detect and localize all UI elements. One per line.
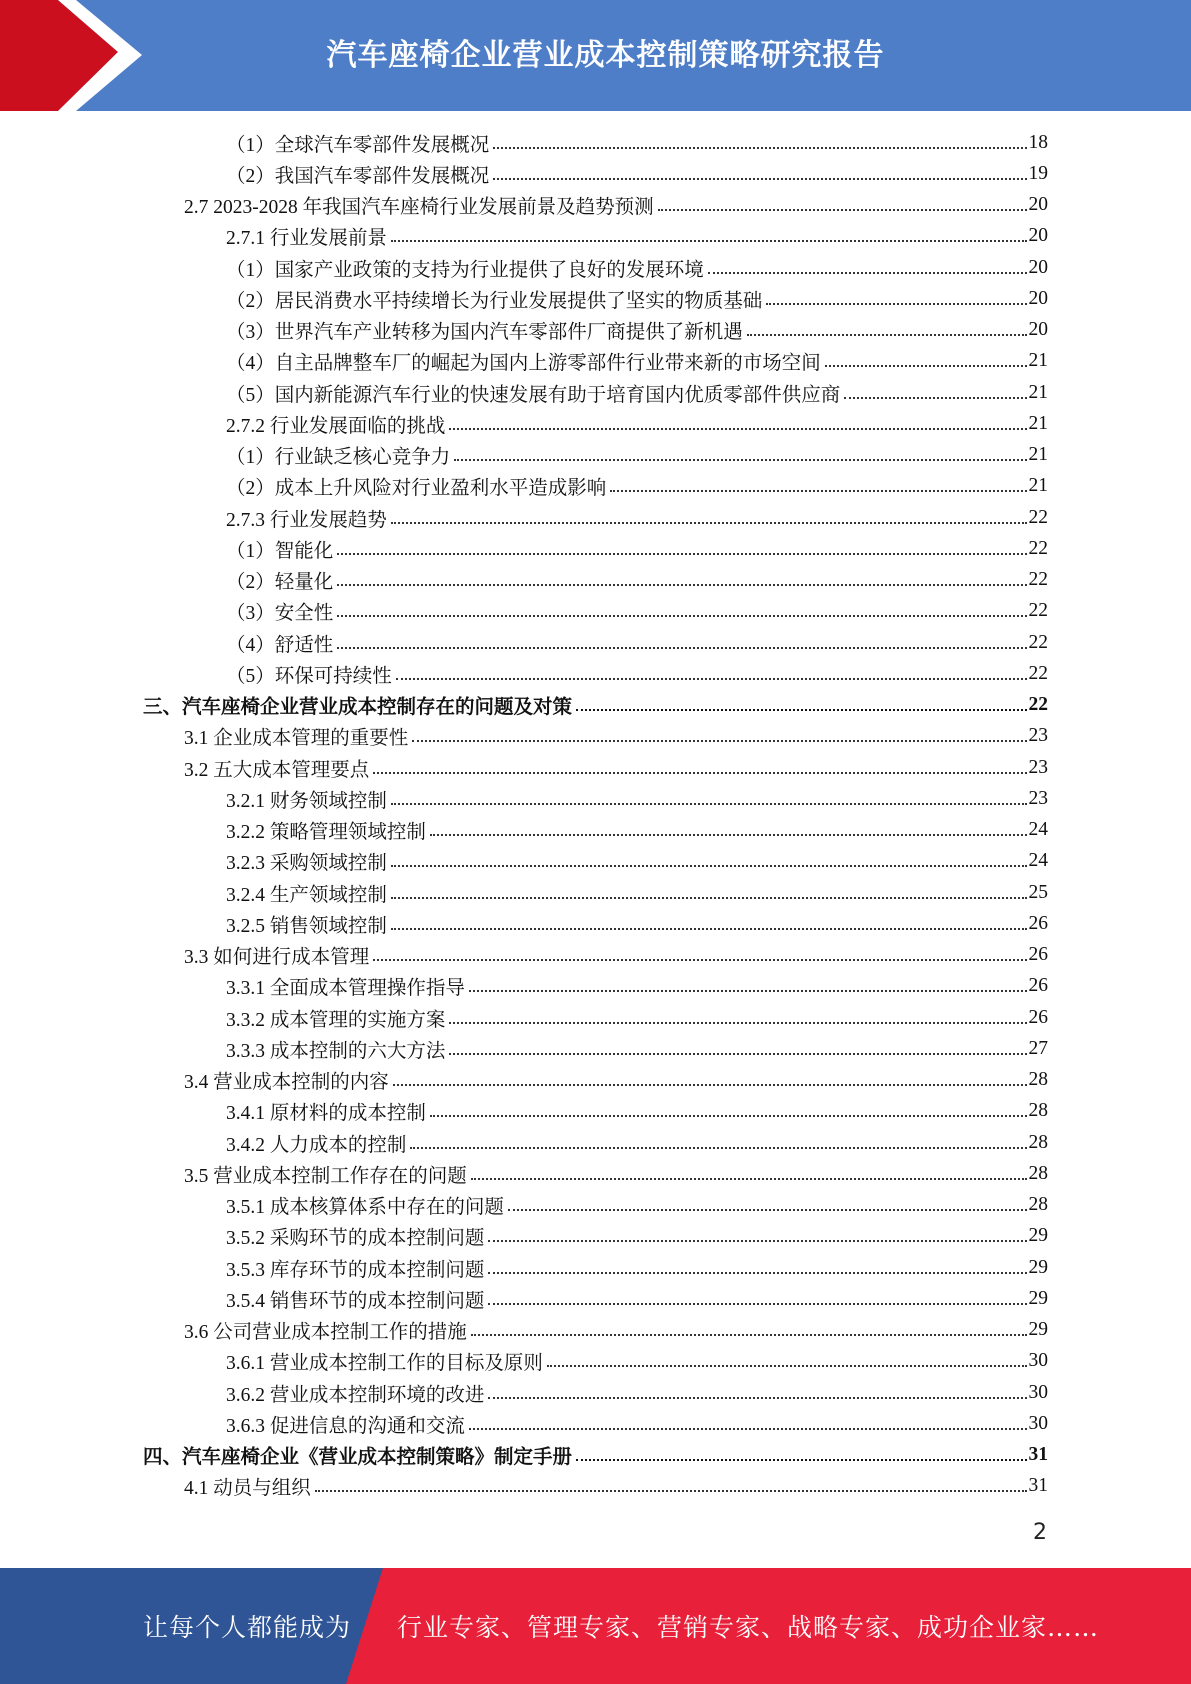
toc-entry-title: （3）世界汽车产业转移为国内汽车零部件厂商提供了新机遇 xyxy=(226,316,747,344)
toc-leader-dots xyxy=(471,1334,1027,1336)
toc-entry-title: 2.7.3 行业发展趋势 xyxy=(226,504,391,532)
toc-entry-page: 24 xyxy=(1028,819,1048,841)
toc-entry-title: 3.1 企业成本管理的重要性 xyxy=(184,722,412,750)
toc-entry-title: （2）成本上升风险对行业盈利水平造成影响 xyxy=(226,472,610,500)
toc-entry[interactable] xyxy=(0,1440,1191,1471)
toc-entry-title: 3.2.1 财务领域控制 xyxy=(226,785,391,813)
toc-entry-title: 3.5.2 采购环节的成本控制问题 xyxy=(226,1222,488,1250)
toc-entry-page: 29 xyxy=(1028,1256,1048,1278)
toc-entry[interactable] xyxy=(0,471,1191,502)
toc-entry-page: 23 xyxy=(1028,756,1048,778)
toc-leader-dots xyxy=(610,490,1026,492)
toc-entry-title: 四、汽车座椅企业《营业成本控制策略》制定手册 xyxy=(143,1441,576,1469)
table-of-contents xyxy=(0,127,1191,1502)
toc-leader-dots xyxy=(747,334,1027,336)
toc-entry-title: （1）国家产业政策的支持为行业提供了良好的发展环境 xyxy=(226,254,708,282)
toc-leader-dots xyxy=(576,709,1026,711)
page-number: 2 xyxy=(1033,1520,1047,1545)
toc-entry-page: 28 xyxy=(1028,1194,1048,1216)
toc-leader-dots xyxy=(373,959,1026,961)
toc-entry-page: 21 xyxy=(1028,412,1048,434)
toc-leader-dots xyxy=(708,272,1027,274)
toc-entry-title: 4.1 动员与组织 xyxy=(184,1472,315,1500)
page-header xyxy=(0,0,1191,111)
toc-entry-page: 20 xyxy=(1028,287,1048,309)
toc-leader-dots xyxy=(471,1178,1027,1180)
toc-entry-page: 20 xyxy=(1028,319,1048,341)
toc-entry-title: 3.5.3 库存环节的成本控制问题 xyxy=(226,1254,488,1282)
toc-entry-title: 2.7.2 行业发展面临的挑战 xyxy=(226,410,449,438)
toc-entry-title: 3.3 如何进行成本管理 xyxy=(184,941,373,969)
toc-entry-page: 25 xyxy=(1028,881,1048,903)
toc-entry-title: （1）智能化 xyxy=(226,535,337,563)
toc-entry-page: 21 xyxy=(1028,475,1048,497)
toc-entry[interactable] xyxy=(0,283,1191,314)
toc-leader-dots xyxy=(508,1209,1027,1211)
toc-entry[interactable] xyxy=(0,596,1191,627)
page-footer xyxy=(0,1568,1191,1684)
toc-entry[interactable] xyxy=(0,252,1191,283)
toc-leader-dots xyxy=(488,1397,1026,1399)
toc-entry-title: （5）国内新能源汽车行业的快速发展有助于培育国内优质零部件供应商 xyxy=(226,379,844,407)
toc-leader-dots xyxy=(337,647,1026,649)
toc-entry[interactable] xyxy=(0,1408,1191,1439)
toc-entry-title: 3.3.2 成本管理的实施方案 xyxy=(226,1004,449,1032)
toc-entry[interactable] xyxy=(0,658,1191,689)
toc-entry[interactable] xyxy=(0,1283,1191,1314)
toc-entry[interactable] xyxy=(0,127,1191,158)
toc-entry-page: 28 xyxy=(1028,1131,1048,1153)
toc-entry[interactable] xyxy=(0,533,1191,564)
toc-entry[interactable] xyxy=(0,1346,1191,1377)
toc-entry-title: 3.4 营业成本控制的内容 xyxy=(184,1066,393,1094)
toc-entry-title: （2）我国汽车零部件发展概况 xyxy=(226,160,493,188)
toc-entry-title: 3.2.2 策略管理领域控制 xyxy=(226,816,430,844)
toc-entry-page: 21 xyxy=(1028,444,1048,466)
toc-leader-dots xyxy=(391,897,1027,899)
toc-entry-page: 26 xyxy=(1028,912,1048,934)
toc-entry-page: 20 xyxy=(1028,256,1048,278)
toc-entry-title: 3.2.4 生产领域控制 xyxy=(226,879,391,907)
toc-entry[interactable] xyxy=(0,158,1191,189)
toc-entry[interactable] xyxy=(0,752,1191,783)
toc-entry[interactable] xyxy=(0,1096,1191,1127)
toc-leader-dots xyxy=(430,1115,1027,1117)
toc-entry[interactable] xyxy=(0,565,1191,596)
footer-slogan-left: 让每个人都能成为 xyxy=(143,1613,352,1642)
toc-entry-title: 三、汽车座椅企业营业成本控制存在的问题及对策 xyxy=(143,691,576,719)
toc-entry[interactable] xyxy=(0,1315,1191,1346)
toc-leader-dots xyxy=(391,240,1027,242)
toc-entry-page: 22 xyxy=(1028,537,1048,559)
toc-leader-dots xyxy=(766,303,1026,305)
toc-entry[interactable] xyxy=(0,346,1191,377)
toc-entry-title: （5）环保可持续性 xyxy=(226,660,396,688)
toc-entry-title: 3.2 五大成本管理要点 xyxy=(184,754,373,782)
toc-leader-dots xyxy=(449,1022,1026,1024)
toc-entry-title: 3.5.4 销售环节的成本控制问题 xyxy=(226,1285,488,1313)
toc-entry-page: 29 xyxy=(1028,1287,1048,1309)
toc-entry-title: 3.6.2 营业成本控制环境的改进 xyxy=(226,1379,488,1407)
toc-entry[interactable] xyxy=(0,940,1191,971)
toc-leader-dots xyxy=(391,865,1027,867)
toc-leader-dots xyxy=(315,1490,1027,1492)
toc-entry[interactable] xyxy=(0,1127,1191,1158)
toc-entry[interactable] xyxy=(0,783,1191,814)
toc-leader-dots xyxy=(454,459,1026,461)
toc-leader-dots xyxy=(844,397,1026,399)
toc-entry-title: 3.4.2 人力成本的控制 xyxy=(226,1129,410,1157)
toc-leader-dots xyxy=(391,803,1027,805)
toc-entry-title: （4）自主品牌整车厂的崛起为国内上游零部件行业带来新的市场空间 xyxy=(226,347,825,375)
toc-entry-page: 20 xyxy=(1028,225,1048,247)
toc-leader-dots xyxy=(410,1147,1026,1149)
toc-entry-page: 22 xyxy=(1028,506,1048,528)
toc-entry-page: 31 xyxy=(1028,1444,1048,1466)
toc-entry-title: 3.2.3 采购领域控制 xyxy=(226,847,391,875)
toc-entry-title: 3.2.5 销售领域控制 xyxy=(226,910,391,938)
toc-entry-title: （4）舒适性 xyxy=(226,629,337,657)
toc-entry[interactable] xyxy=(0,1158,1191,1189)
toc-entry-page: 22 xyxy=(1028,662,1048,684)
toc-leader-dots xyxy=(337,553,1026,555)
toc-entry-page: 29 xyxy=(1028,1319,1048,1341)
footer-slogan-right: 行业专家、管理专家、营销专家、战略专家、成功企业家…… xyxy=(397,1613,1100,1642)
toc-entry[interactable] xyxy=(0,190,1191,221)
toc-entry-page: 26 xyxy=(1028,944,1048,966)
toc-leader-dots xyxy=(469,1428,1027,1430)
toc-leader-dots xyxy=(493,147,1026,149)
report-title: 汽车座椅企业营业成本控制策略研究报告 xyxy=(326,37,885,73)
toc-entry-page: 28 xyxy=(1028,1100,1048,1122)
toc-entry-page: 22 xyxy=(1028,569,1048,591)
toc-entry-page: 22 xyxy=(1028,600,1048,622)
toc-leader-dots xyxy=(337,615,1026,617)
toc-entry[interactable] xyxy=(0,815,1191,846)
toc-entry-page: 22 xyxy=(1028,694,1048,716)
toc-entry-page: 30 xyxy=(1028,1350,1048,1372)
toc-leader-dots xyxy=(547,1365,1027,1367)
toc-entry[interactable] xyxy=(0,502,1191,533)
toc-entry-title: 3.4.1 原材料的成本控制 xyxy=(226,1097,430,1125)
toc-entry[interactable] xyxy=(0,440,1191,471)
toc-leader-dots xyxy=(449,428,1026,430)
toc-leader-dots xyxy=(391,522,1027,524)
toc-entry-page: 27 xyxy=(1028,1037,1048,1059)
toc-entry-page: 29 xyxy=(1028,1225,1048,1247)
toc-entry-page: 18 xyxy=(1028,131,1048,153)
toc-entry[interactable] xyxy=(0,877,1191,908)
toc-entry[interactable] xyxy=(0,1190,1191,1221)
toc-entry-title: （2）轻量化 xyxy=(226,566,337,594)
toc-entry-page: 19 xyxy=(1028,162,1048,184)
toc-entry-page: 24 xyxy=(1028,850,1048,872)
toc-leader-dots xyxy=(488,1272,1026,1274)
toc-entry-page: 26 xyxy=(1028,1006,1048,1028)
toc-entry-page: 30 xyxy=(1028,1412,1048,1434)
toc-entry-page: 30 xyxy=(1028,1381,1048,1403)
toc-leader-dots xyxy=(576,1459,1026,1461)
toc-entry[interactable] xyxy=(0,1252,1191,1283)
toc-leader-dots xyxy=(825,365,1027,367)
toc-leader-dots xyxy=(658,209,1027,211)
toc-entry[interactable] xyxy=(0,1033,1191,1064)
toc-leader-dots xyxy=(469,990,1027,992)
toc-entry[interactable] xyxy=(0,1065,1191,1096)
toc-entry[interactable] xyxy=(0,1002,1191,1033)
toc-entry[interactable] xyxy=(0,315,1191,346)
toc-entry-title: （2）居民消费水平持续增长为行业发展提供了坚实的物质基础 xyxy=(226,285,766,313)
toc-entry-title: 2.7.1 行业发展前景 xyxy=(226,222,391,250)
toc-entry-page: 20 xyxy=(1028,194,1048,216)
toc-entry[interactable] xyxy=(0,846,1191,877)
toc-leader-dots xyxy=(449,1053,1026,1055)
toc-entry-page: 22 xyxy=(1028,631,1048,653)
toc-entry-title: 3.6 公司营业成本控制工作的措施 xyxy=(184,1316,471,1344)
toc-entry-title: 3.3.1 全面成本管理操作指导 xyxy=(226,972,469,1000)
toc-leader-dots xyxy=(493,178,1026,180)
toc-entry-title: 3.5.1 成本核算体系中存在的问题 xyxy=(226,1191,508,1219)
toc-entry[interactable] xyxy=(0,721,1191,752)
toc-entry[interactable] xyxy=(0,1377,1191,1408)
toc-entry[interactable] xyxy=(0,1471,1191,1502)
toc-leader-dots xyxy=(393,1084,1027,1086)
toc-leader-dots xyxy=(391,928,1027,930)
toc-entry-title: 3.6.3 促进信息的沟通和交流 xyxy=(226,1410,469,1438)
toc-leader-dots xyxy=(396,678,1027,680)
toc-entry[interactable] xyxy=(0,627,1191,658)
toc-entry-page: 28 xyxy=(1028,1069,1048,1091)
toc-entry-page: 21 xyxy=(1028,381,1048,403)
toc-leader-dots xyxy=(430,834,1027,836)
toc-entry[interactable] xyxy=(0,408,1191,439)
toc-entry-page: 31 xyxy=(1028,1475,1048,1497)
toc-entry[interactable] xyxy=(0,971,1191,1002)
toc-entry-title: 3.3.3 成本控制的六大方法 xyxy=(226,1035,449,1063)
toc-entry-page: 21 xyxy=(1028,350,1048,372)
toc-entry-page: 26 xyxy=(1028,975,1048,997)
toc-entry[interactable] xyxy=(0,377,1191,408)
toc-entry[interactable] xyxy=(0,908,1191,939)
toc-leader-dots xyxy=(488,1303,1026,1305)
toc-leader-dots xyxy=(337,584,1026,586)
toc-entry-title: 3.6.1 营业成本控制工作的目标及原则 xyxy=(226,1347,547,1375)
toc-entry-title: （1）行业缺乏核心竞争力 xyxy=(226,441,454,469)
toc-entry-page: 23 xyxy=(1028,725,1048,747)
toc-entry-title: 3.5 营业成本控制工作存在的问题 xyxy=(184,1160,471,1188)
toc-leader-dots xyxy=(373,772,1026,774)
toc-entry-page: 28 xyxy=(1028,1162,1048,1184)
toc-entry-title: （1）全球汽车零部件发展概况 xyxy=(226,129,493,157)
toc-entry-title: 2.7 2023-2028 年我国汽车座椅行业发展前景及趋势预测 xyxy=(184,191,658,219)
toc-entry-page: 23 xyxy=(1028,787,1048,809)
toc-leader-dots xyxy=(488,1240,1026,1242)
toc-entry[interactable] xyxy=(0,221,1191,252)
toc-entry[interactable] xyxy=(0,1221,1191,1252)
toc-leader-dots xyxy=(412,740,1026,742)
toc-entry[interactable] xyxy=(0,690,1191,721)
toc-entry-title: （3）安全性 xyxy=(226,597,337,625)
